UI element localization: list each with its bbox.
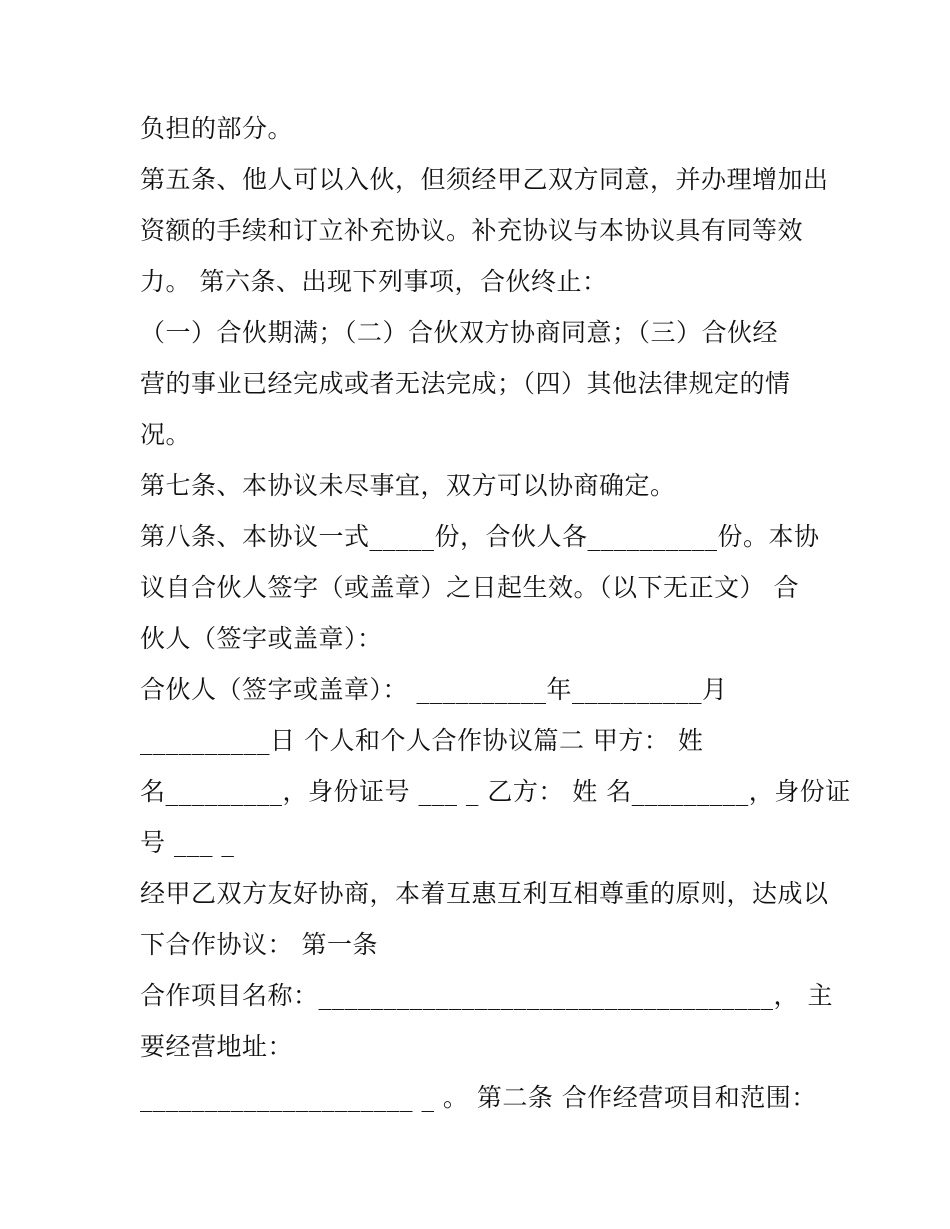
text-line: 伙人（签字或盖章）：	[140, 624, 383, 653]
text-line: 合作项目名称：___________________________________， 主	[140, 981, 833, 1010]
text-line: __________日 个人和个人合作协议篇二 甲方： 姓	[140, 726, 704, 755]
text-line: 第五条、他人可以入伙，但须经甲乙双方同意，并办理增加出	[140, 165, 829, 194]
text-line: _____________________ _ 。 第二条 合作经营项目和范围：	[140, 1083, 817, 1112]
text-line: 况。	[140, 420, 192, 449]
text-line: 负担的部分。	[140, 114, 294, 143]
text-line: 资额的手续和订立补充协议。补充协议与本协议具有同等效	[140, 216, 804, 245]
text-line: 下合作协议： 第一条	[140, 930, 378, 959]
text-line: 议自合伙人签字（或盖章）之日起生效。（以下无正文） 合	[140, 573, 799, 602]
text-line: 第七条、本协议未尽事宜，双方可以协商确定。	[140, 471, 676, 500]
text-line: 合伙人（签字或盖章）： __________年__________月	[140, 675, 728, 704]
text-line: 营的事业已经完成或者无法完成；（四）其他法律规定的情	[140, 369, 791, 398]
text-line: 要经营地址：	[140, 1032, 294, 1061]
text-line: 经甲乙双方友好协商，本着互惠互利互相尊重的原则，达成以	[140, 879, 829, 908]
text-line: 名_________，身份证号 ___ _ 乙方： 姓 名_________，身份证	[140, 777, 851, 806]
text-line: （一）合伙期满；（二）合伙双方协商同意；（三）合伙经	[140, 318, 779, 347]
text-line: 力。 第六条、出现下列事项，合伙终止：	[140, 267, 608, 296]
text-line: 第八条、本协议一式_____份，合伙人各__________份。本协	[140, 522, 820, 551]
text-line: 号 ___ _	[140, 828, 235, 857]
